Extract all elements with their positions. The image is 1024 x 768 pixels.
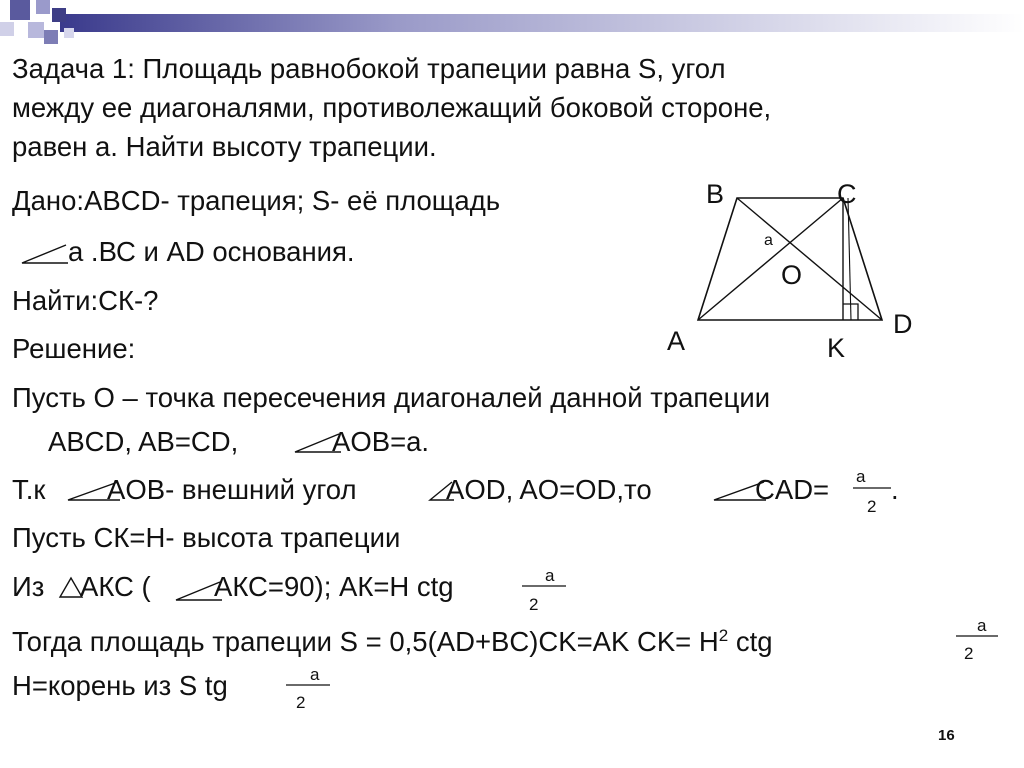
step2-part-3: AOD, AO=OD,то: [446, 474, 652, 505]
step4-part-2: АКС (: [80, 571, 151, 602]
given-line-1: Дано:ABCD- трапеция; S- её площадь: [12, 185, 501, 216]
step6-line: Н=корень из S tg: [12, 670, 228, 701]
fraction-denominator: 2: [296, 693, 306, 712]
label-a: A: [667, 326, 686, 356]
step2-part-2: AOB- внешний угол: [107, 474, 357, 505]
step2-part-5: .: [891, 474, 899, 505]
fraction-numerator: a: [545, 566, 555, 585]
diagonal-ac: [698, 198, 843, 320]
label-o: O: [781, 260, 803, 290]
given-line-2: а .ВС и AD основания.: [68, 236, 355, 267]
fraction-bar: [522, 584, 568, 588]
step3-line: Пусть СК=Н- высота трапеции: [12, 522, 401, 553]
page-number: 16: [938, 727, 955, 744]
fraction-denominator: 2: [529, 595, 539, 614]
angle-symbol: [20, 243, 70, 265]
solution-label: Решение:: [12, 333, 136, 364]
label-k: K: [827, 333, 846, 363]
step1-line-b-1: ABCD, AB=CD,: [48, 426, 239, 457]
fraction-denominator: 2: [964, 644, 974, 663]
step5-text: Тогда площадь трапеции S = 0,5(AD+BC)CK=AK CK= H: [12, 626, 719, 658]
step2-part-4: CAD=: [755, 474, 830, 505]
label-d: D: [893, 309, 913, 339]
label-angle-a: a: [764, 232, 773, 249]
label-b: B: [706, 179, 725, 209]
step5-ctg: ctg: [735, 626, 773, 658]
fraction-numerator: a: [977, 616, 987, 635]
step5-exponent: 2: [718, 626, 729, 645]
step1-line-b-2: AOB=a.: [332, 426, 430, 457]
fraction-bar: [956, 634, 1000, 638]
fraction-bar: [853, 486, 893, 490]
title-line-3: равен а. Найти высоту трапеции.: [12, 131, 437, 162]
fraction-bar: [286, 683, 332, 687]
step2-part-1: Т.к: [12, 474, 46, 505]
fraction-numerator: a: [856, 467, 866, 486]
step4-part-1: Из: [12, 571, 45, 602]
label-c: C: [837, 179, 857, 209]
title-line-2: между ее диагоналями, противолежащий боковой стороне,: [12, 92, 772, 123]
diagonal-bd: [737, 198, 882, 320]
corner-decoration: [0, 0, 1024, 50]
trapezoid-outline: [698, 198, 882, 320]
step5-part-1: [12, 620, 773, 658]
fraction-numerator: a: [310, 665, 320, 684]
step1-line-a: Пусть О – точка пересечения диагоналей данной трапеции: [12, 382, 771, 413]
find-line: Найти:СК-?: [12, 285, 159, 316]
fraction-denominator: 2: [867, 497, 877, 516]
step4-part-3: АКС=90); АК=Н ctg: [214, 571, 454, 602]
title-line-1: Задача 1: Площадь равнобокой трапеции равна S, угол: [12, 53, 726, 84]
